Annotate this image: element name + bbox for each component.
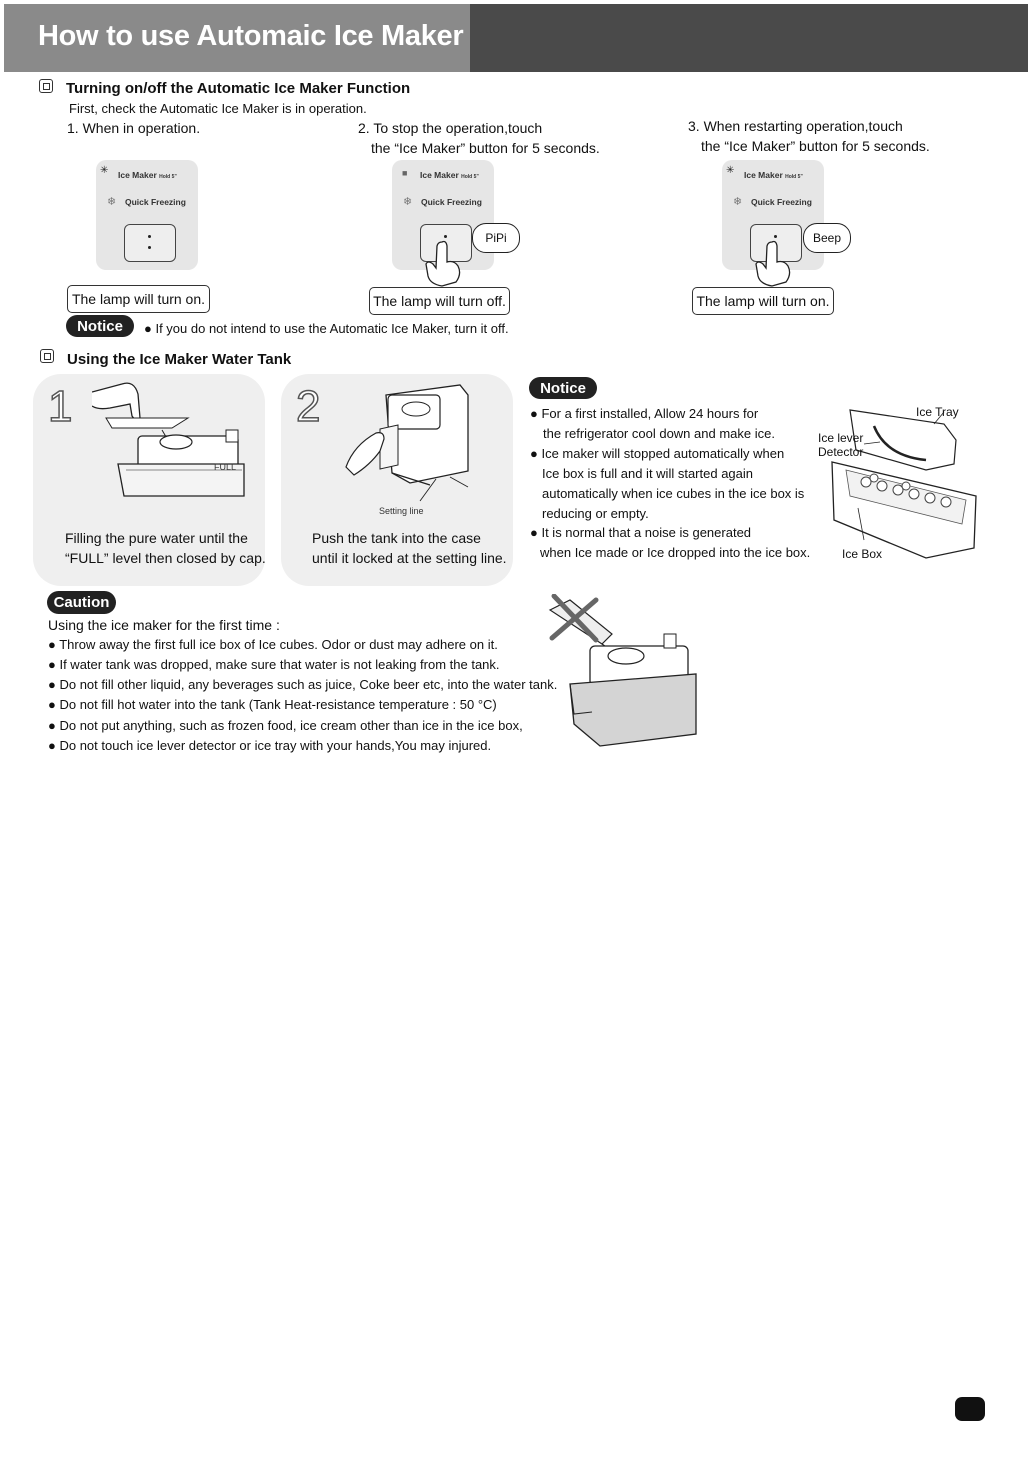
notice2-line: Ice box is full and it will started again — [542, 466, 753, 481]
step2-text-line2: until it locked at the setting line. — [312, 550, 507, 566]
lamp-status-1: The lamp will turn on. — [67, 285, 210, 313]
panel-ice-maker-label: Ice Maker Hold 5” — [744, 170, 803, 180]
no-beverage-illustration — [540, 594, 705, 752]
caution-item: ● Do not fill other liquid, any beverages such as juice, Coke beer etc, into the water tank. — [48, 677, 558, 692]
section-square-icon — [40, 349, 54, 363]
notice-badge-2: Notice — [529, 377, 597, 399]
caution-item: ● Throw away the first full ice box of Ice cubes. Odor or dust may adhere on it. — [48, 637, 498, 652]
caution-badge: Caution — [47, 591, 116, 614]
step1-text-line1: Filling the pure water until the — [65, 530, 248, 546]
section2-title: Using the Ice Maker Water Tank — [67, 351, 292, 368]
step3-line2: the “Ice Maker” button for 5 seconds. — [701, 138, 930, 154]
caution-item: ● Do not put anything, such as frozen food, ice cream other than ice in the ice box, — [48, 718, 523, 733]
lamp-status-3: The lamp will turn on. — [692, 287, 834, 315]
caution-item: ● Do not fill hot water into the tank (Tank Heat-resistance temperature : 50 °C) — [48, 697, 497, 712]
notice-badge: Notice — [66, 315, 134, 337]
ice-lever-label: Ice lever — [818, 431, 864, 445]
lamp-off-icon: ■ — [402, 168, 408, 178]
panel-quick-freezing-label: Quick Freezing — [751, 197, 812, 207]
step-number-1: 1 — [48, 382, 73, 431]
detector-label: Detector — [818, 445, 864, 459]
step2-line2: the “Ice Maker” button for 5 seconds. — [371, 140, 600, 156]
ice-box-label: Ice Box — [842, 547, 883, 561]
tank-insert-illustration — [340, 375, 475, 505]
control-panel-1 — [96, 160, 198, 270]
step3-line1: 3. When restarting operation,touch — [688, 118, 903, 134]
caution-item: ● If water tank was dropped, make sure that water is not leaking from the tank. — [48, 657, 500, 672]
panel-quick-freezing-label: Quick Freezing — [125, 197, 186, 207]
ice-maker-button[interactable] — [124, 224, 176, 262]
water-tank-fill-illustration — [92, 378, 252, 508]
page-number-tab — [955, 1397, 985, 1421]
full-level-label: FULL — [214, 462, 237, 472]
step1-text-line2: “FULL” level then closed by cap. — [65, 550, 266, 566]
setting-line-label: Setting line — [379, 506, 424, 516]
ice-tray-label: Ice Tray — [916, 405, 959, 419]
caution-item: ● Do not touch ice lever detector or ice tray with your hands,You may injured. — [48, 738, 492, 753]
finger-press-icon — [750, 240, 798, 290]
lamp-on-rays-icon: ✳ — [726, 165, 735, 176]
notice2-line: reducing or empty. — [542, 506, 649, 521]
header-band-right — [470, 4, 1028, 72]
finger-press-icon — [420, 240, 468, 290]
lamp-on-rays-icon: ✳ — [100, 165, 109, 176]
notice-text: ● If you do not intend to use the Automatic Ice Maker, turn it off. — [144, 321, 509, 336]
snowflake-icon: ❄ — [403, 196, 413, 208]
caution-intro: Using the ice maker for the first time : — [48, 617, 280, 633]
notice2-line: ● Ice maker will stopped automatically when — [530, 446, 785, 461]
notice2-line: the refrigerator cool down and make ice. — [543, 426, 775, 441]
step-number-2: 2 — [296, 382, 321, 431]
step1-line1: 1. When in operation. — [67, 120, 201, 136]
step2-text-line1: Push the tank into the case — [312, 530, 481, 546]
notice2-line: automatically when ice cubes in the ice box is — [542, 486, 805, 501]
page-title: How to use Automaic Ice Maker — [38, 20, 464, 52]
section1-title: Turning on/off the Automatic Ice Maker Function — [66, 80, 411, 97]
sound-bubble-beep: Beep — [803, 223, 851, 253]
section1-intro: First, check the Automatic Ice Maker is in operation. — [69, 101, 367, 116]
panel-quick-freezing-label: Quick Freezing — [421, 197, 482, 207]
panel-ice-maker-label: Ice Maker Hold 5” — [118, 170, 177, 180]
snowflake-icon: ❄ — [733, 196, 743, 208]
ice-box-diagram — [826, 400, 981, 560]
notice2-line: ● For a first installed, Allow 24 hours for — [530, 406, 759, 421]
panel-ice-maker-label: Ice Maker Hold 5” — [420, 170, 479, 180]
section-square-icon — [39, 79, 53, 93]
notice2-line: ● It is normal that a noise is generated — [530, 525, 752, 540]
sound-bubble-pipi: PiPi — [472, 223, 520, 253]
snowflake-icon: ❄ — [107, 196, 117, 208]
lamp-status-2: The lamp will turn off. — [369, 287, 510, 315]
step2-line1: 2. To stop the operation,touch — [358, 120, 543, 136]
notice2-line: when Ice made or Ice dropped into the ice box. — [540, 545, 811, 560]
